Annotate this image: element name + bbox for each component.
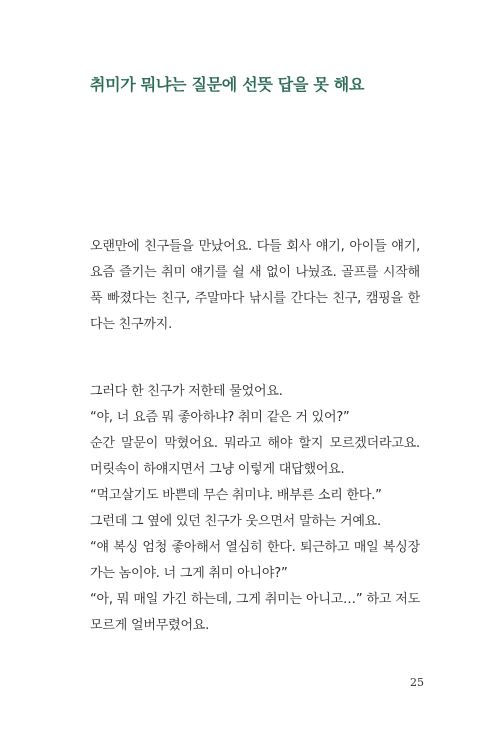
paragraph-line: 푹 빠졌다는 친구, 주말마다 낚시를 간다는 친구, 캠핑을 한: [90, 291, 420, 306]
paragraph-line: 오랜만에 친구들을 만났어요. 다들 회사 얘기, 아이들 얘기,: [90, 239, 420, 254]
paragraph-line: “아, 뭐 매일 가긴 하는데, 그게 취미는 아니고…” 하고 저도: [90, 592, 420, 607]
paragraph-line: 순간 말문이 막혔어요. 뭐라고 해야 할지 모르겠더라고요.: [90, 436, 420, 451]
paragraph-line: 머릿속이 하얘지면서 그냥 이렇게 대답했어요.: [90, 462, 345, 477]
paragraph-line: 그러다 한 친구가 저한테 물었어요.: [90, 384, 283, 399]
paragraph-line: “야, 너 요즘 뭐 좋아하냐? 취미 같은 거 있어?”: [90, 410, 350, 425]
paragraph-line: “먹고살기도 바쁜데 무슨 취미냐. 배부른 소리 한다.”: [90, 488, 382, 503]
paragraph-2: [90, 379, 420, 639]
paragraph-line: 모르게 얼버무렸어요.: [90, 618, 210, 633]
chapter-title: 취미가 뭐냐는 질문에 선뜻 답을 못 해요: [90, 75, 365, 94]
paragraph-line: 그런데 그 옆에 있던 친구가 웃으면서 말하는 거예요.: [90, 514, 381, 529]
paragraph-line: 가는 놈이야. 너 그게 취미 아니야?”: [90, 566, 288, 581]
paragraph-line: “얘 복싱 엄청 좋아해서 열심히 한다. 퇴근하고 매일 복싱장: [90, 540, 420, 555]
paragraph-line: 요즘 즐기는 취미 얘기를 쉴 새 없이 나눴죠. 골프를 시작해: [90, 265, 420, 280]
page-number: 25: [410, 676, 424, 689]
paragraph-1: [90, 234, 420, 338]
paragraph-line: 다는 친구까지.: [90, 317, 173, 332]
